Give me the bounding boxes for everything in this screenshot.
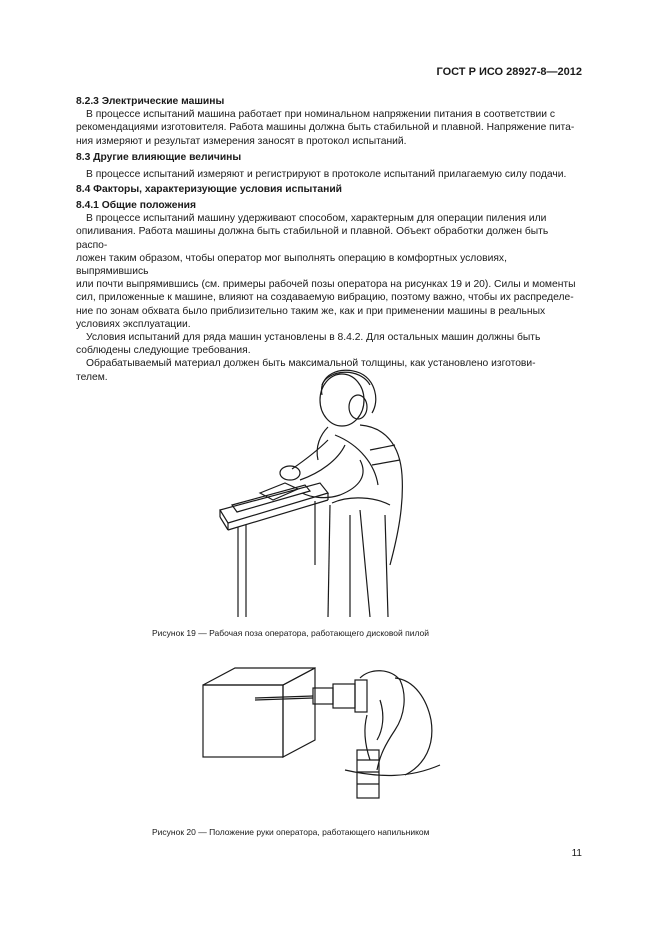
figure-19-operator-saw-illustration <box>210 365 420 620</box>
section-heading: 8.4 Факторы, характеризующие условия испытаний <box>76 184 342 195</box>
text-line: или почти выпрямившись (см. примеры рабочей позы оператора на рисунках 19 и 20). Силы и моменты <box>76 279 576 291</box>
text-line: ложен таким образом, чтобы оператор мог выполнять операцию в комфортных условиях, выпрямившись <box>76 252 507 278</box>
text-line: опиливания. Работа машины должна быть стабильной и плавной. Объект обработки должен быть распо- <box>76 226 549 251</box>
section-8-4-1 <box>76 199 581 384</box>
text-line: В процессе испытаний машину удерживают способом, характерным для операции пиления или <box>86 213 547 225</box>
section-heading: 8.4.1 Общие положения <box>76 200 196 211</box>
section-heading: 8.3 Другие влияющие величины <box>76 152 242 163</box>
document-standard-header: ГОСТ Р ИСО 28927-8—2012 <box>436 66 582 78</box>
text-line: ние по зонам обхвата было приблизительно таким же, как и при применении машины в реальных <box>76 305 546 317</box>
text-line: условиях эксплуатации. <box>76 318 191 330</box>
text-line: соблюдены следующие требования. <box>76 345 251 357</box>
section-8-3 <box>76 151 581 181</box>
text-line: сил, приложенные к машине, влияют на создаваемую вибрацию, поэтому важно, чтобы их распределе- <box>76 292 574 304</box>
figure-19-caption: Рисунок 19 — Рабочая поза оператора, работающего дисковой пилой <box>152 628 430 638</box>
text-line: Условия испытаний для ряда машин установлены в 8.4.2. Для остальных машин должны быть <box>86 332 541 344</box>
section-heading: 8.2.3 Электрические машины <box>76 96 225 107</box>
text-line: В процессе испытаний измеряют и регистрируют в протоколе испытаний прилагаемую силу подачи. <box>86 169 567 181</box>
figure-20-caption: Рисунок 20 — Положение руки оператора, работающего напильником <box>152 827 430 837</box>
text-line: ния измеряют и результат измерения заносят в протокол испытаний. <box>76 135 407 147</box>
text-line: рекомендациями изготовителя. Работа машины должна быть стабильной и плавной. Напряжение пита- <box>76 122 575 134</box>
text-line: телем. <box>76 371 108 383</box>
figure-20-hand-file-illustration <box>195 660 445 810</box>
section-8-2-3 <box>76 95 581 148</box>
text-line: Обрабатываемый материал должен быть максимальной толщины, как установлено изготови- <box>86 358 536 370</box>
section-8-4 <box>76 183 581 196</box>
text-line: В процессе испытаний машина работает при номинальном напряжении питания в соответствии с <box>86 109 556 121</box>
page-number: 11 <box>571 848 582 859</box>
table-top <box>220 483 328 523</box>
